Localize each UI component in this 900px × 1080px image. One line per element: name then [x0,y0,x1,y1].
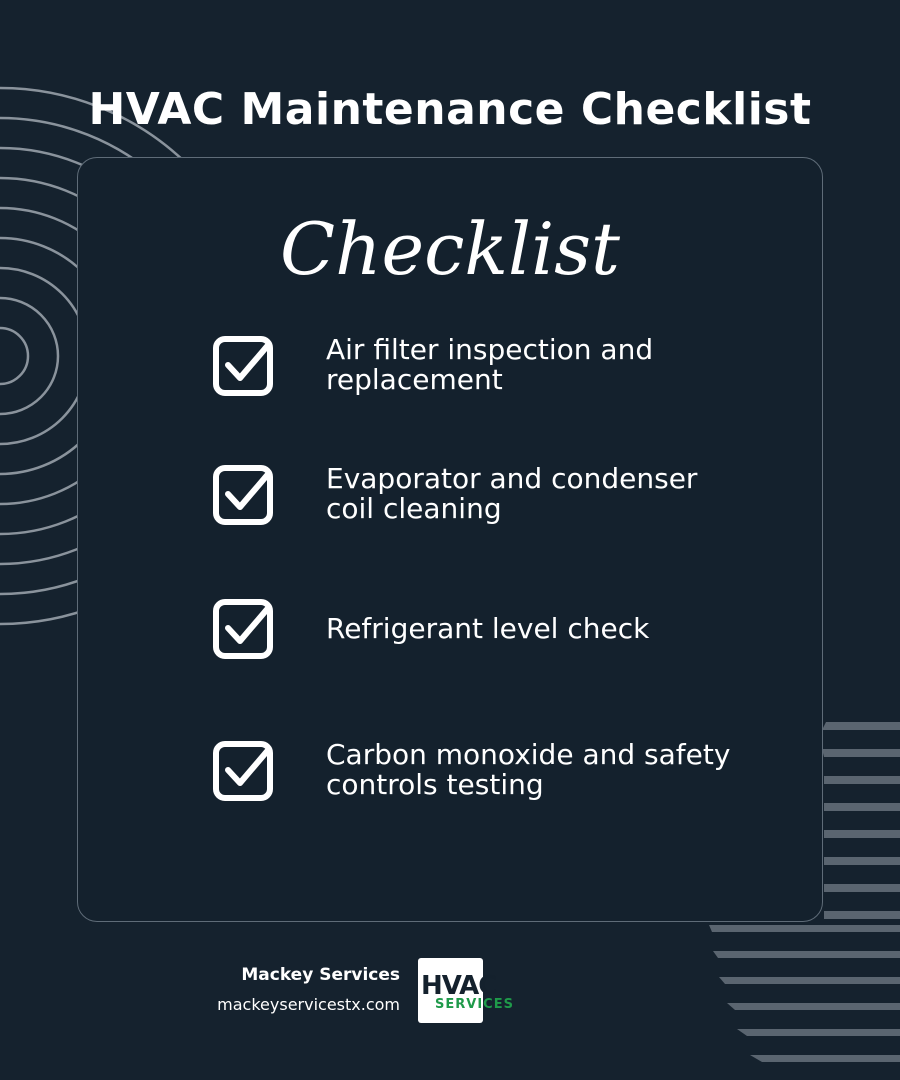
checklist-item-text [326,614,766,644]
checkbox-checked-icon [212,598,276,662]
checklist-item-line2: coil cleaning [326,492,502,525]
logo-text-bottom: SERVICES [435,997,514,1012]
checkbox-checked-icon [212,335,276,399]
logo-text-top: HVAC [421,971,497,1001]
checklist-item [212,464,772,544]
checklist-item [212,740,772,820]
checkbox-checked-icon [212,740,276,804]
checklist-item-line1: Refrigerant level check [326,612,650,645]
checklist-item-line2: replacement [326,363,503,396]
checklist-item-line1: Evaporator and condenser [326,462,698,495]
checklist-item-text [326,464,766,524]
company-name: Mackey Services [241,965,400,985]
checklist-item-line1: Air filter inspection and [326,333,654,366]
card-heading: Checklist [280,207,620,291]
checklist-item-line2: controls testing [326,768,544,801]
checklist-item-line1: Carbon monoxide and safety [326,738,731,771]
checklist-item-text [326,740,766,800]
company-website-link[interactable]: mackeyservicestx.com [217,995,400,1014]
checklist-item [212,598,772,678]
company-logo [418,958,514,1023]
checklist-item [212,335,772,415]
page-title: HVAC Maintenance Checklist [88,84,812,135]
checkbox-checked-icon [212,464,276,528]
checklist-card [77,157,823,922]
checklist-item-text [326,335,766,395]
